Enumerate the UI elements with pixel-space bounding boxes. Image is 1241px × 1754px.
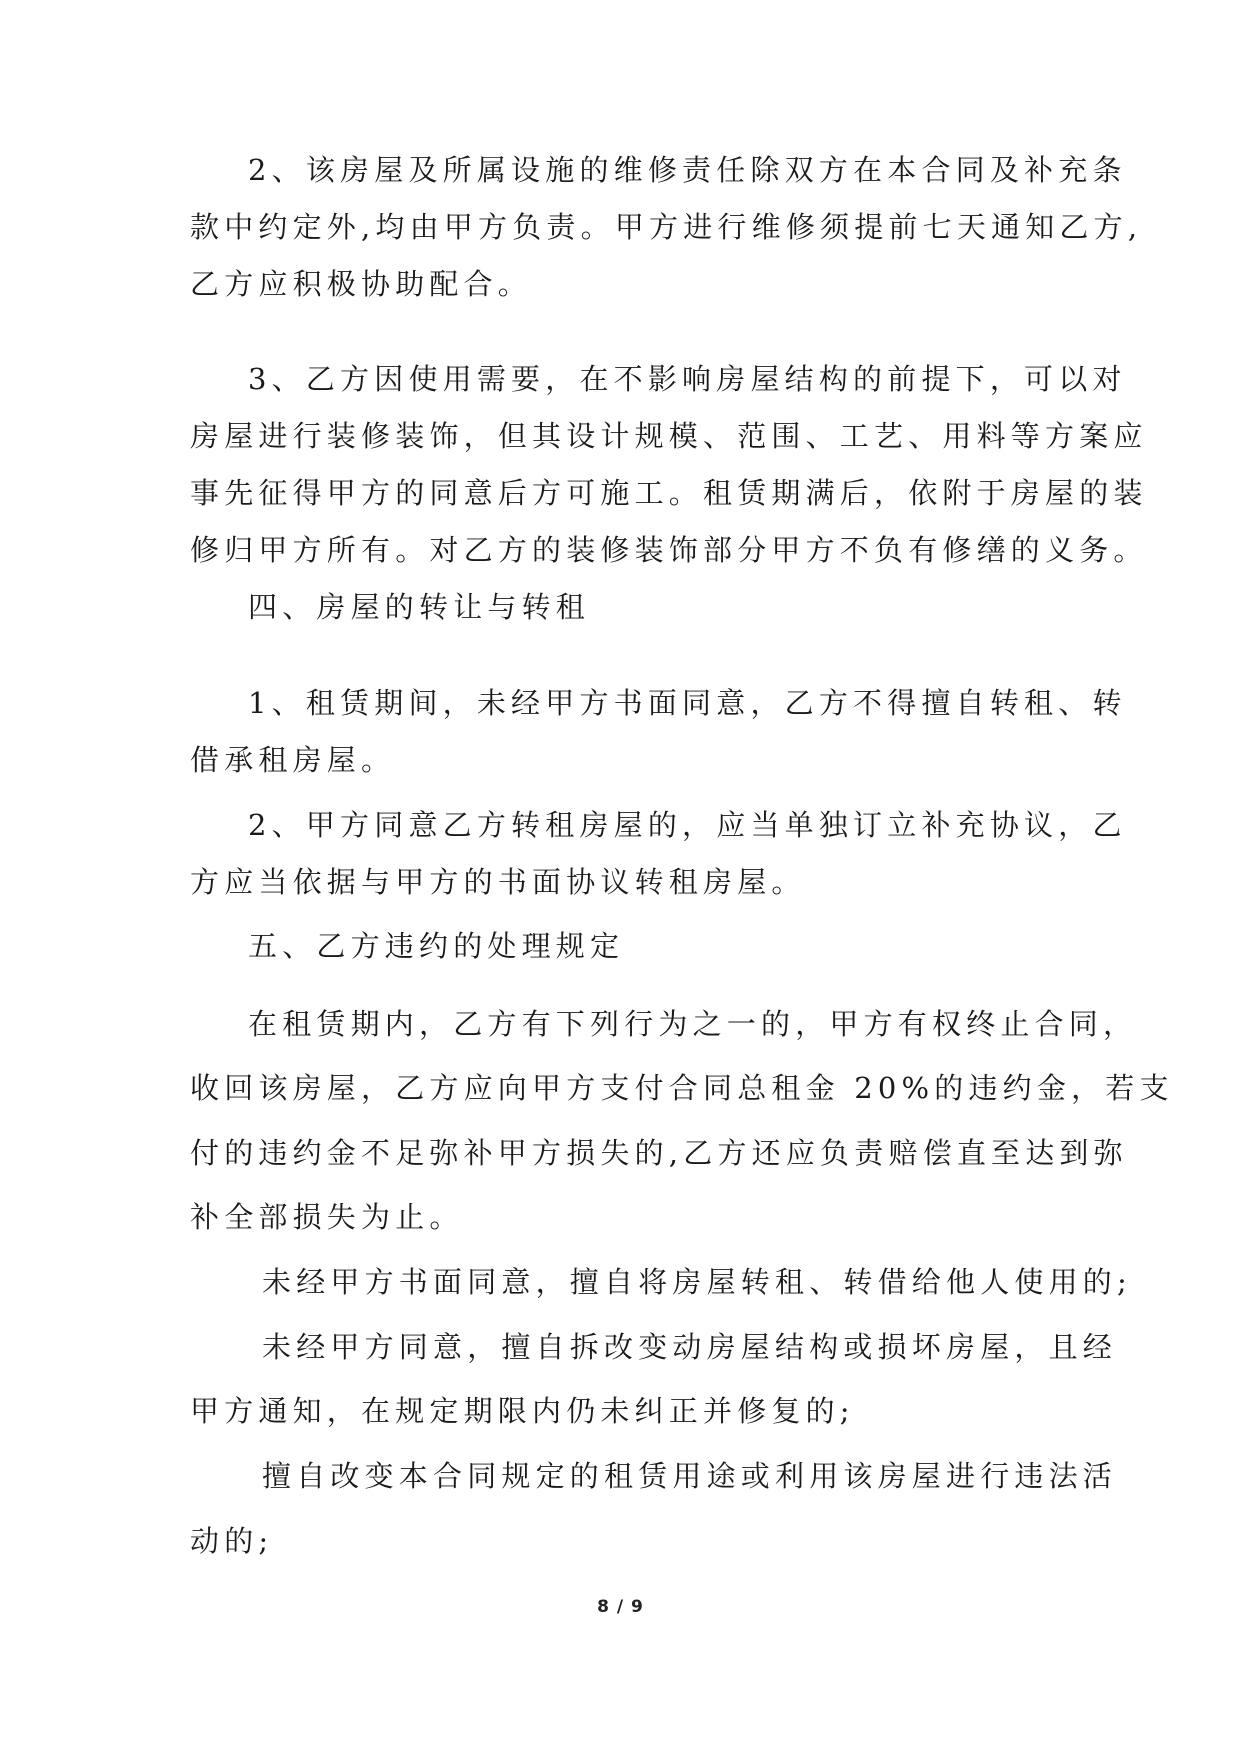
text-line: 借承租房屋。 [190,743,396,777]
page-number: 8 / 9 [597,1597,644,1617]
text-line: 方应当依据与甲方的书面协议转租房屋。 [190,865,806,899]
text-line: 2、甲方同意乙方转租房屋的，应当单独订立补充协议，乙 [248,808,1127,842]
text-line: 未经甲方书面同意，擅自将房屋转租、转借给他人使用的; [262,1265,1132,1299]
text-line: 3、乙方因使用需要，在不影响房屋结构的前提下，可以对 [248,362,1127,396]
text-line: 付的违约金不足弥补甲方损失的,乙方还应负责赔偿直至达到弥 [190,1136,1128,1170]
text-line: 事先征得甲方的同意后方可施工。租赁期满后，依附于房屋的装 [190,476,1148,510]
text-line: 擅自改变本合同规定的租赁用途或利用该房屋进行违法活 [262,1459,1118,1493]
text-line: 动的; [190,1524,274,1558]
section-heading: 四、房屋的转让与转租 [248,590,591,624]
text-line: 2、该房屋及所属设施的维修责任除双方在本合同及补充条 [248,153,1127,187]
text-line: 甲方通知，在规定期限内仍未纠正并修复的; [190,1394,855,1428]
text-line: 未经甲方同意，擅自拆改变动房屋结构或损坏房屋，且经 [262,1330,1118,1364]
text-line: 乙方应积极协助配合。 [190,267,533,301]
text-line: 在租赁期内，乙方有下列行为之一的，甲方有权终止合同， [248,1007,1138,1041]
text-line: 补全部损失为止。 [190,1200,464,1234]
text-line: 款中约定外,均由甲方负责。甲方进行维修须提前七天通知乙方, [190,210,1143,244]
text-line: 收回该房屋，乙方应向甲方支付合同总租金 20%的违约金，若支 [190,1071,1174,1105]
section-heading: 五、乙方违约的处理规定 [248,929,625,963]
text-line: 1、租赁期间，未经甲方书面同意，乙方不得擅自转租、转 [248,686,1127,720]
text-line: 房屋进行装修装饰，但其设计规模、范围、工艺、用料等方案应 [190,419,1148,453]
text-line: 修归甲方所有。对乙方的装修装饰部分甲方不负有修缮的义务。 [190,533,1148,567]
